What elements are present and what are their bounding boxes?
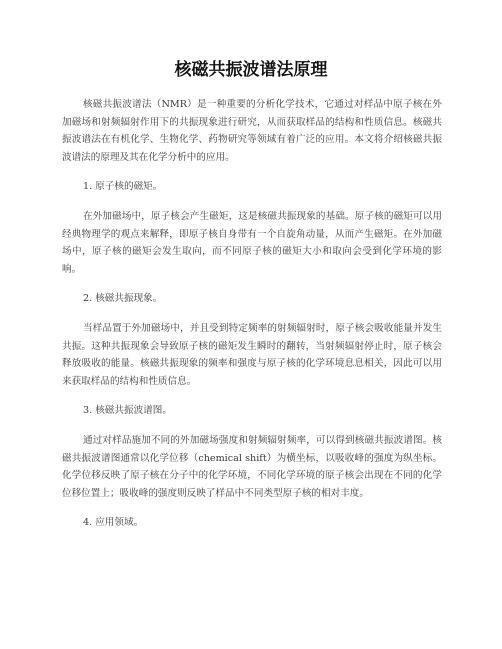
section-heading-4: 4. 应用领域。 xyxy=(83,517,144,529)
section-body-1: 在外加磁场中，原子核会产生磁矩，这是核磁共振现象的基础。原子核的磁矩可以用经典物理学的观点来解释，即原子核自身带有一个自旋角动量，从而产生磁矩。在外加磁场中，原子核的磁矩会发生取向，而不同原子核的磁矩大小和取向会受到化学环境的影响。 xyxy=(62,210,442,275)
document-title: 核磁共振波谱法原理 xyxy=(174,60,328,80)
intro-paragraph: 核磁共振波谱法（NMR）是一种重要的分析化学技术，它通过对样品中原子核在外加磁场和射频辐射作用下的共振现象进行研究，从而获取样品的结构和性质信息。核磁共振波谱法在有机化学、生物化学、药物研究等领域有着广泛的应用。本文将介绍核磁共振波谱法的原理及其在化学分析中的应用。 xyxy=(62,99,442,163)
document-body xyxy=(62,96,442,544)
section-heading-1: 1. 原子核的磁矩。 xyxy=(83,181,163,193)
section-body-3: 通过对样品施加不同的外加磁场强度和射频辐射频率，可以得到核磁共振波谱图。核磁共振波谱图通常以化学位移（chemical shift）为横坐标，以吸收峰的强度为纵坐标。化学位移反映了原子核在分子中的化学环境，不同化学环境的原子核会出现在不同的化学位移位置上；吸收峰的强度则反映了样品中不同类型原子核的相对丰度。 xyxy=(62,434,442,499)
section-heading-3: 3. 核磁共振波谱图。 xyxy=(83,405,172,417)
section-heading-2: 2. 核磁共振现象。 xyxy=(83,293,163,305)
section-body-2: 当样品置于外加磁场中，并且受到特定频率的射频辐射时，原子核会吸收能量并发生共振。这种共振现象会导致原子核的磁矩发生瞬时的翻转，当射频辐射停止时，原子核会释放吸收的能量。核磁共振现象的频率和强度与原子核的化学环境息息相关，因此可以用来获取样品的结构和性质信息。 xyxy=(62,322,442,387)
